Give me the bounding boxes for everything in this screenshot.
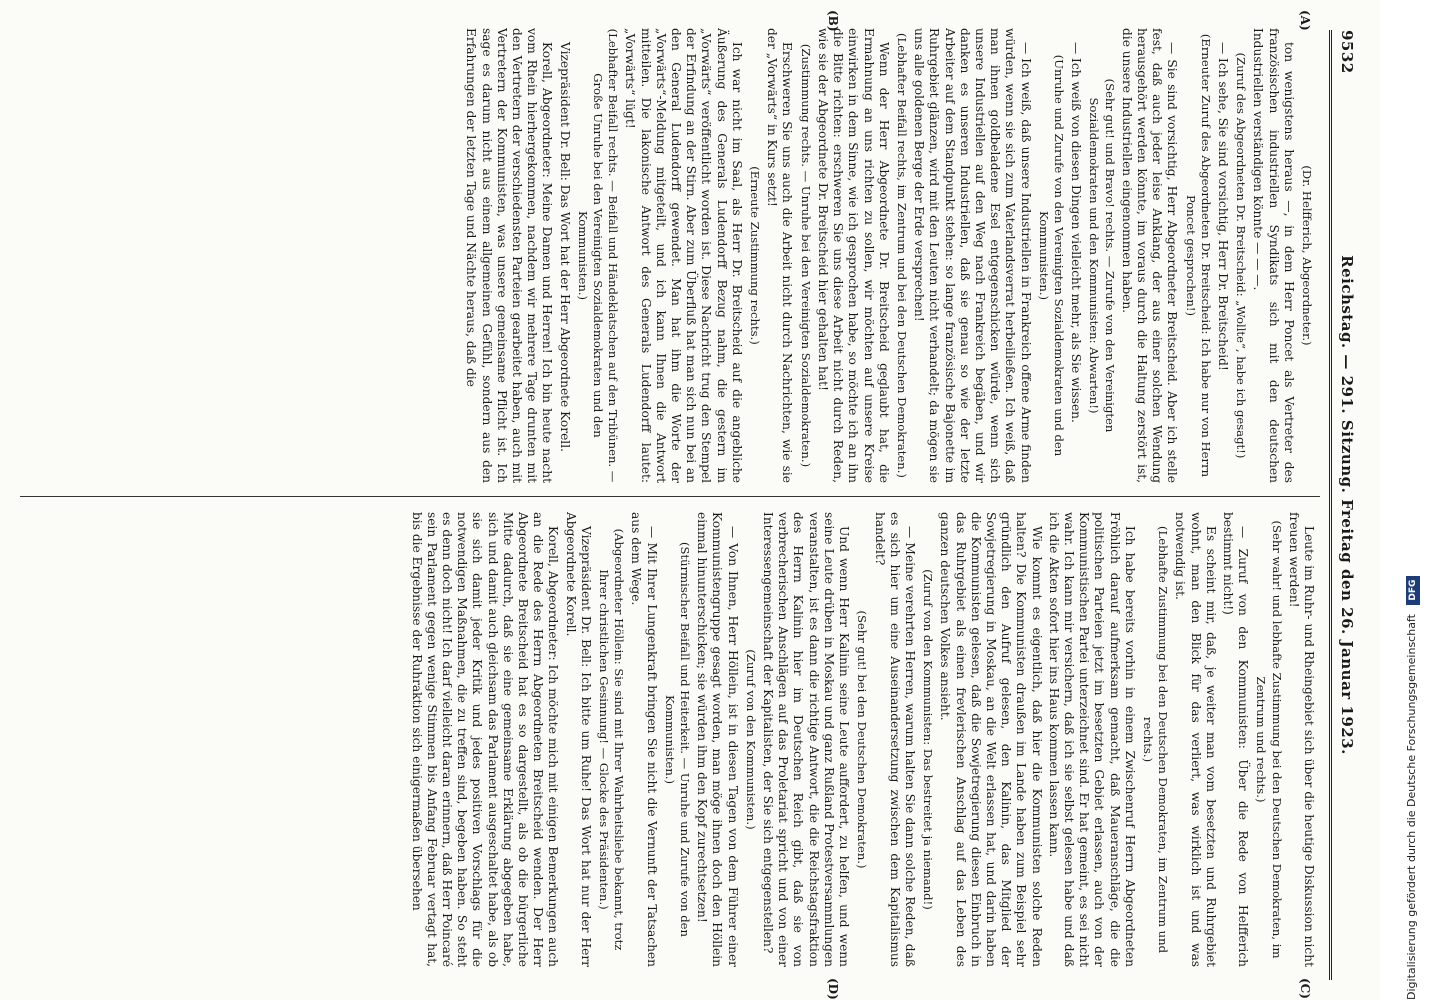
paragraph: Und wenn Herr Kalinin seine Leute auffordert, zu helfen, und wenn seine Leute drüben in Moskau und ganz Rußland Protestversammlungen veranstalten, ist es dann die richtige Antwort, die die Reichstagsfraktion des Herrn Kalinin hier im Deutschen Reich gibt, daß sie von verbrecherischen Anschlägen auf das Proletariat spricht und von einer Interessengemeinschaft der Kapitalisten, der Sie sich entgegenstellen? xyxy=(761,512,852,967)
parliamentary-note: (Sehr wahr! und lebhafte Zustimmung bei den Deutschen Demokraten, im Zentrum und rechts.) xyxy=(1254,520,1284,959)
paragraph: — Mit Ihrer Lungenkraft bringen Sie nicht die Vernunft der Tatsachen aus dem Wege. xyxy=(629,512,659,967)
digitization-footer xyxy=(1395,0,1429,1000)
paragraph: — Ich weiß von diesen Dingen vielleicht mehr, als Sie wissen. xyxy=(1069,42,1084,423)
paragraph: — Ich weiß, daß unsere Industriellen in Frankreich offene Arme finden würden, wenn sie sich zum Vaterlandsverrat herbeiließen. Ich weiß, daß man ihnen goldbeladene Esel entgegenschicken würde, wenn sich unsere Industriellen auf den Weg nach Frankreich begäben, und wir danken es unseren Industriellen, daß sie genau so wie der letzte Arbeiter auf dem Standpunkt stehen: so lange französische Bajonette im Ruhrgebiet glänzen, wird mit den Leuten nicht verhandelt; da mögen sie uns alle goldenen Berge der Erde versprechen! xyxy=(912,28,1033,483)
paragraph: Korell, Abgeordneter: Meine Damen und Herren! Ich bin heute nacht vom Rhein hierhergekommen, nachdem wir mehrere Tage drunten mit den Vertretern der verschiedensten Parteien gearbeitet haben, auch mit Vertretern der Kommunisten, was unsere gemeinsame Pflicht ist. Ich sage es darum nicht aus einem allgemeinen Gefühl, sondern aus den Erfahrungen der letzten Tage und Nächte heraus, daß die xyxy=(464,28,555,483)
margin-marker-b: (B) xyxy=(826,10,840,32)
paragraph: Vizepräsident Dr. Bell: Das Wort hat der Herr Abgeordnete Korell. xyxy=(557,42,572,452)
margin-marker-a: (A) xyxy=(1298,10,1312,31)
parliamentary-note: (Zuruf von den Kommunisten: Das bestreitet ja niemand!) xyxy=(921,569,936,910)
parliamentary-note: (Abgeordneter Höllein: Sie sind mit Ihrer Wahrheitsliebe bekannt, trotz Ihrer christlichen Gesinnung! — Glocke des Präsidenten.) xyxy=(597,528,627,951)
footer-text: Digitalisierung gefördert durch die Deutsche Forschungsgemeinschaft xyxy=(1405,614,1418,1000)
paragraph: — Von Ihnen, Herr Höllein, ist in diesen Tagen von dem Führer einer Kommunistengruppe gesagt worden, man möge ihnen doch den Höllein einmal hinunterschicken; sie würden ihm den Kopf zurechtsetzen! xyxy=(695,512,740,967)
paragraph: — Zuruf von den Kommunisten: Über die Rede von Helfferich bestimmt nicht!) xyxy=(1220,512,1251,967)
paragraph: — Ich sehe, Sie sind vorsichtig, Herr Dr. Breitscheid! xyxy=(1215,42,1230,371)
parliamentary-note: (Erneuter Zuruf des Abgeordneten Dr. Breitscheid: Ich habe nur von Herrn Poncet gesprochen!) xyxy=(1183,33,1213,478)
paragraph: Wenn der Herr Abgeordnete Dr. Breitscheid geglaubt hat, die Ermahnung an uns richten zu sollen, wir möchten auf unsere Kreise einwirken in dem Sinne, wie ich gesprochen habe, so möchte ich an ihn die Bitte richten: erschweren Sie uns diese Arbeit nicht durch Reden, wie sie der Abgeordnete Dr. Breitscheid hier gehalten hat! xyxy=(815,28,891,483)
paragraph: Korell, Abgeordneter: Ich möchte mich mit einigen Bemerkungen auch an die Rede des Herrn Abgeordneten Breitscheid wenden. Der Herr Abgeordnete Breitscheid hat es so dargestellt, als ob die bürgerliche Mitte dadurch, daß sie eine gemeinsame Erklärung abgegeben habe, sich und damit auch gleichsam das Parlament ausgeschaltet habe, als ob sie sich damit jeder Kritik und jedes positiven Vorschlags für die notwendigen Maßnahmen, die zu treffen sind, begeben haben. So steht es denn doch nicht! Ich darf vielleicht daran erinnern, daß Herr Poincaré sein Parlament gegen wenige Stimmen bis Anfang Februar vertagt hat, bis die Ergebnisse der Ruhraktion sich einigermaßen übersehen xyxy=(409,512,561,967)
parliamentary-note: (Lebhafter Beifall rechts. — Beifall und Händeklatschen auf den Tribünen. — Große Unruhe bei den Vereinigten Sozialdemokraten und den Kommunisten.) xyxy=(575,28,621,483)
parliamentary-note: (Dr. Helfferich, Abgeordneter.) xyxy=(1300,165,1314,346)
parliamentary-note: (Unruhe und Zurufe von den Vereinigten Sozialdemokraten und den Kommunisten.) xyxy=(1036,54,1066,457)
parliamentary-note: (Erneute Zustimmung rechts.) xyxy=(748,166,763,345)
parliamentary-note: (Lebhafte Zustimmung bei den Deutschen Demokraten, im Zentrum und rechts.) xyxy=(1140,525,1171,953)
parliamentary-note: (Sehr gut! und Bravo! rechts. — Zurufe von den Vereinigten Sozialdemokraten und den Kommunisten: Abwarten!) xyxy=(1087,78,1117,433)
parliamentary-note: (Lebhafter Beifall rechts, im Zentrum und bei den Deutschen Demokraten.) xyxy=(894,33,909,478)
paragraph: Wie kommt es eigentlich, daß hier die Kommunisten solche Reden halten? Die Kommunisten draußen im Lande haben zum Beispiel sehr gründlich den Aufruf gelesen, den Kalinin, das Mitglied der Sowjetregierung in Moskau, an die Welt erlassen hat, und darin haben die Kommunisten gelesen, daß die Sowjetregierung diesen Einbruch in das Ruhrgebiet als einen frevlerischen Anschlag auf das Leben des ganzen deutschen Volkes ansieht. xyxy=(938,512,1044,967)
page-number: 9532 xyxy=(1338,30,1356,74)
right-text-column xyxy=(26,512,1316,967)
header-title: Reichstag. — 291. Sitzung. Freitag den 26. Januar 1923. xyxy=(1338,255,1356,755)
paragraph: Leute im Ruhr- und Rheingebiet sich über die heutige Diskussion nicht freuen werden! xyxy=(1286,512,1316,967)
paragraph: Vizepräsident Dr. Bell: Ich bitte um Ruhe! Das Wort hat nur der Herr Abgeordnete Korell. xyxy=(563,512,593,967)
paragraph: Erschweren Sie uns auch die Arbeit nicht durch Nachrichten, wie sie der „Vorwärts“ in Kurs setzt! xyxy=(765,28,795,483)
parliamentary-note: (Sehr gut! bei den Deutschen Demokraten.) xyxy=(855,610,870,869)
margin-marker-c: (C) xyxy=(1298,978,1312,999)
dfg-logo-icon: DFG xyxy=(1406,576,1420,605)
paragraph: — Sie sind vorsichtig, Herr Abgeordneter Breitscheid. Aber ich stelle fest, daß auch jeder leise Anklang, der aus einer solchen Wendung herausgehört werden könnte, im voraus durch die Haltung zerstört ist, die unsere Industriellen eingenommen haben. xyxy=(1119,28,1180,483)
parliamentary-note: (Zuruf von den Kommunisten.) xyxy=(743,649,758,830)
paragraph: ton wenigstens heraus —, in dem Herr Poncet als Vertreter des französischen industriellen Syndikats sich mit den deutschen Industriellen verständigen könnte — — —. xyxy=(1251,28,1296,483)
parliamentary-note: (Stürmischer Beifall und Heiterkeit. — Unruhe und Zurufe von den Kommunisten.) xyxy=(662,541,693,937)
column-divider xyxy=(20,496,1320,497)
parliamentary-note: (Zuruf des Abgeordneten Dr. Breitscheid: „Wollte“, habe ich gesagt!) xyxy=(1234,52,1249,459)
paragraph: Es scheint mir, daß, je weiter man vom besetzten und Ruhrgebiet wohnt, man den Blick für das verliert, was wirklich ist und was notwendig ist. xyxy=(1173,512,1218,967)
page-header xyxy=(1329,30,1358,980)
parliamentary-note: (Zustimmung rechts. — Unruhe bei den Vereinigten Sozialdemokraten.) xyxy=(798,43,813,468)
margin-marker-d: (D) xyxy=(826,978,840,1000)
paragraph: Ich habe bereits vorhin in einem Zwischenruf Herrn Abgeordneten Fröhlich darauf aufmerksam gemacht, daß Maueranschläge, die die politischen Parteien jetzt im besetzten Gebiet erlassen, auch von der Kommunistischen Partei unterzeichnet sind. Er hat gemeint, es sei nicht wahr. Ich kann mir versichern, daß ich sie selbst gelesen habe und daß ich die Akten sofort hier ins Haus kommen lassen kann. xyxy=(1046,512,1137,967)
paragraph: — Meine verehrten Herren, warum halten Sie dann solche Reden, daß es sich hier um eine Auseinandersetzung zwischen dem Kapitalismus handelt? xyxy=(872,512,917,967)
left-text-column xyxy=(26,28,1316,483)
paragraph: Ich war nicht im Saal, als Herr Dr. Breitscheid auf die angebliche Äußerung des Generals Ludendorff Bezug nahm, die gestern im „Vorwärts“ veröffentlicht worden ist. Diese Nachricht trug den Stempel der Erfindung an der Stirn. Aber zum Überfluß hat man sich nun bei an den General Ludendorff gewendet. Man hat ihm die Worte der „Vorwärts“-Meldung mitgeteilt, und ich kann Ihnen die Antwort mitteilen. Die lakonische Antwort des Generals Ludendorff lautet: „Vorwärts“ lügt! xyxy=(623,28,744,483)
